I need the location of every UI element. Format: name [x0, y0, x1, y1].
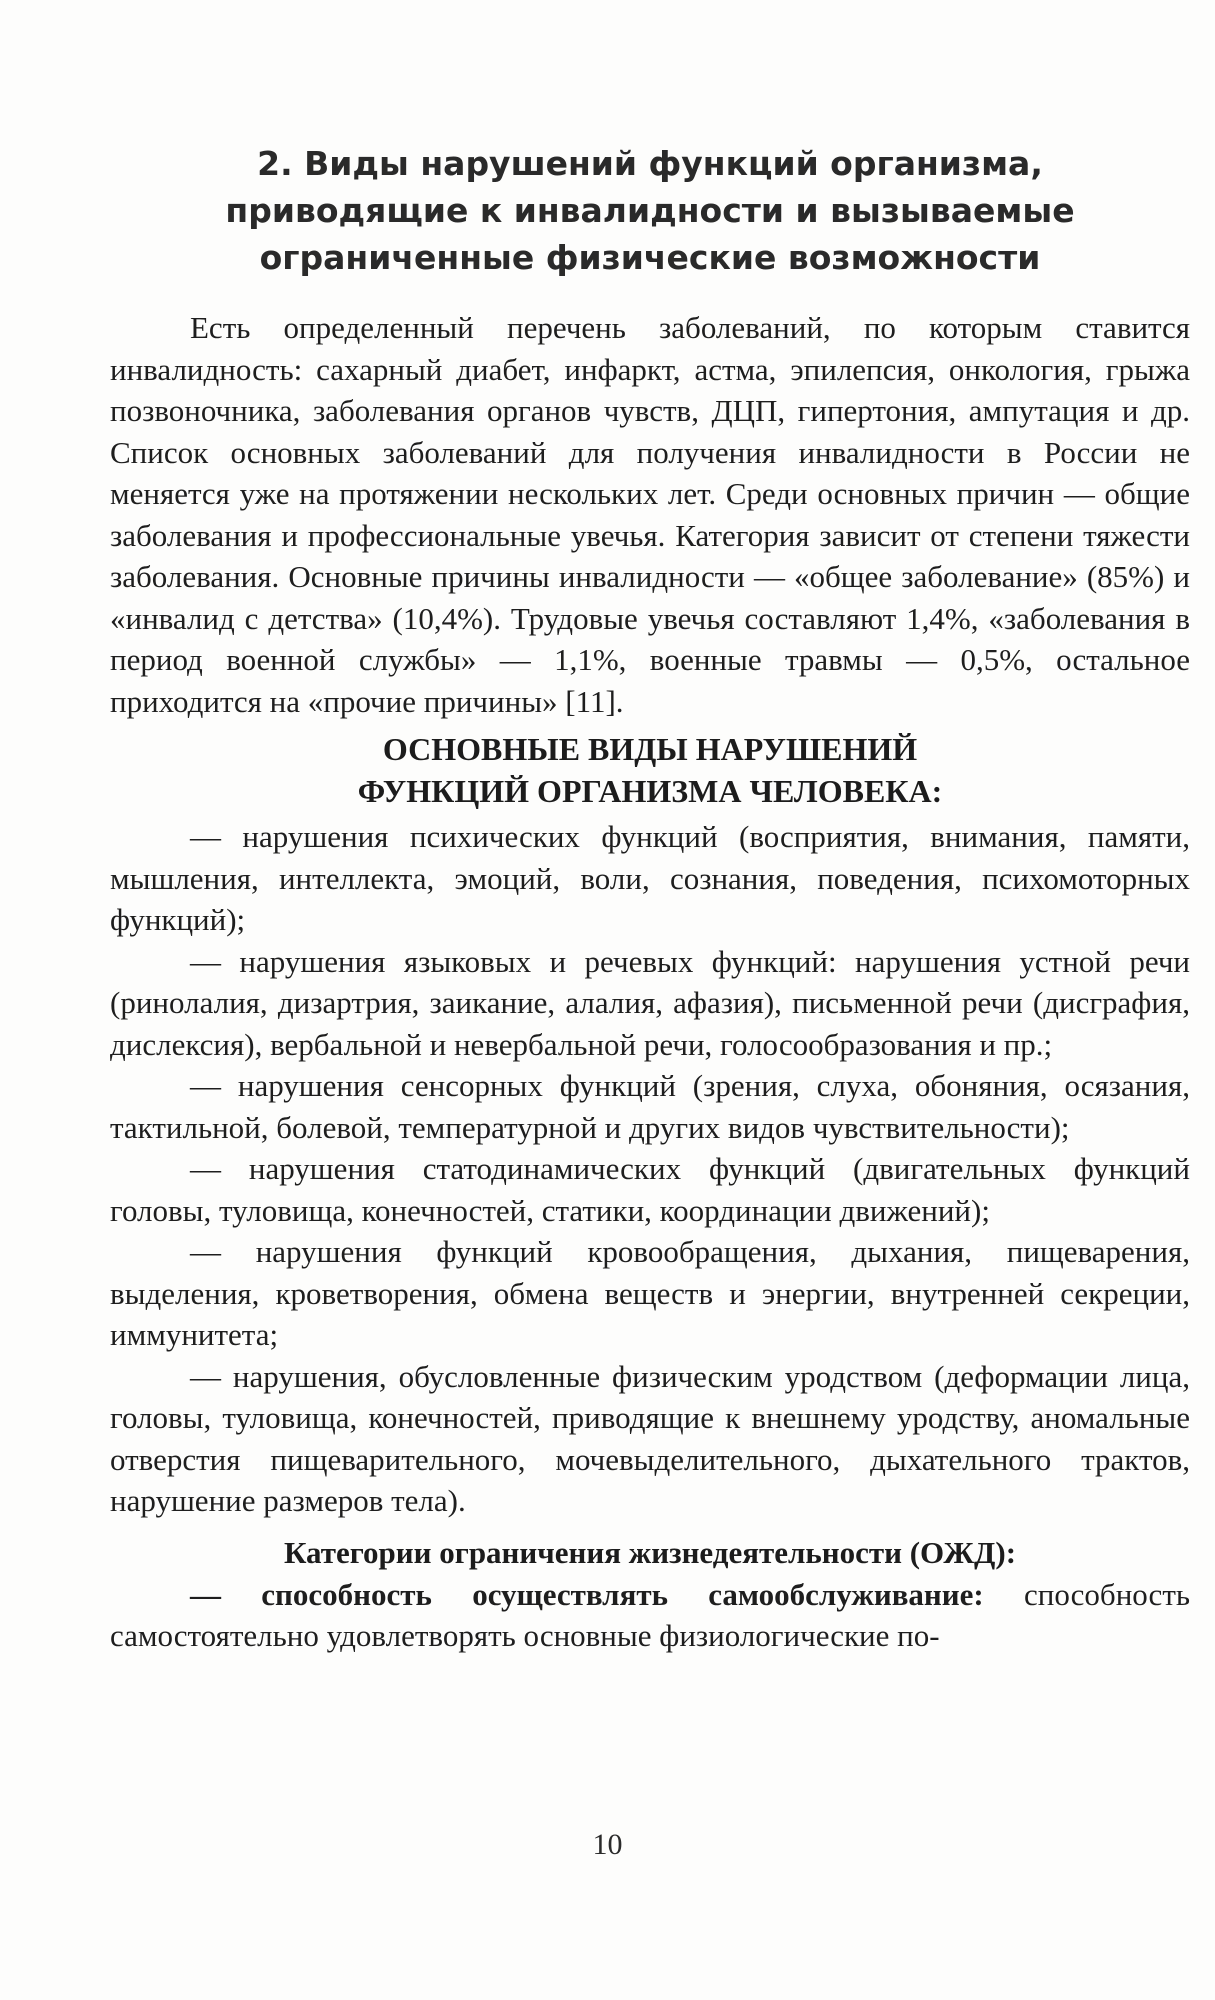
list-subheading-line-2: ФУНКЦИЙ ОРГАНИЗМА ЧЕЛОВЕКА: [357, 773, 943, 809]
page-number: 10 [592, 1828, 623, 1861]
self-service-text: способность самостоятельно удовлетворять основные физиологические по- [110, 1576, 1191, 1653]
list-item-self-service [110, 1574, 1190, 1657]
page-content [110, 140, 1190, 1657]
intro-paragraph: Есть определенный перечень заболеваний, по которым ставится инвалидность: сахарный диабет, инфаркт, астма, эпилепсия, онкология, грыжа позвоночника, заболевания органов чувств, ДЦП, гипертония, ампутация и др. Список основных заболеваний для получения инвалидности в России не меняется уже на протяжении нескольких лет. Среди основных причин — общие заболевания и профессиональные увечья. Категория зависит от степени тяжести заболевания. Основные причины инвалидности — «общее заболевание» (85%) и «инвалид с детства» (10,4%). Трудовые увечья составляют 1,4%, «заболевания в период военной службы» — 1,1%, военные травмы — 0,5%, остальное приходится на «прочие причины» [11]. [110, 310, 1190, 719]
self-service-lead: — способность осуществлять самообслуживание: [190, 1576, 984, 1612]
categories-heading: Категории ограничения жизнедеятельности (ОЖД): [283, 1534, 1017, 1570]
section-heading-line-2: приводящие к инвалидности и вызываемые [225, 191, 1075, 230]
list-item-sensory: — нарушения сенсорных функций (зрения, слуха, обоняния, осязания, тактильной, болевой, температурной и других видов чувствительности); [110, 1068, 1190, 1145]
list-item-circulation: — нарушения функций кровообращения, дыхания, пищеварения, выделения, кроветворения, обмена веществ и энергии, внутренней секреции, иммунитета; [110, 1234, 1190, 1352]
list-item-mental: — нарушения психических функций (восприятия, внимания, памяти, мышления, интеллекта, эмоций, воли, сознания, поведения, психомоторных функций); [110, 819, 1190, 937]
list-item-statodynamic: — нарушения статодинамических функций (двигательных функций головы, туловища, конечностей, статики, координации движений); [110, 1151, 1190, 1228]
list-item-speech: — нарушения языковых и речевых функций: нарушения устной речи (ринолалия, дизартрия, заикание, алалия, афазия), письменной речи (дисграфия, дислексия), вербальной и невербальной речи, голосообразования и пр.; [110, 943, 1190, 1062]
list-item-deformity: — нарушения, обусловленные физическим уродством (деформации лица, головы, туловища, конечностей, приводящие к внешнему уродству, аномальные отверстия пищеварительного, мочевыделительного, дыхательного трактов, нарушение размеров тела). [110, 1358, 1190, 1518]
list-subheading [110, 728, 1190, 812]
section-heading-line-1: 2. Виды нарушений функций организма, [257, 144, 1043, 183]
section-heading-line-3: ограниченные физические возможности [259, 238, 1041, 277]
body-text [110, 307, 1190, 1657]
list-subheading-line-1: ОСНОВНЫЕ ВИДЫ НАРУШЕНИЙ [382, 731, 918, 767]
section-heading [110, 140, 1190, 281]
